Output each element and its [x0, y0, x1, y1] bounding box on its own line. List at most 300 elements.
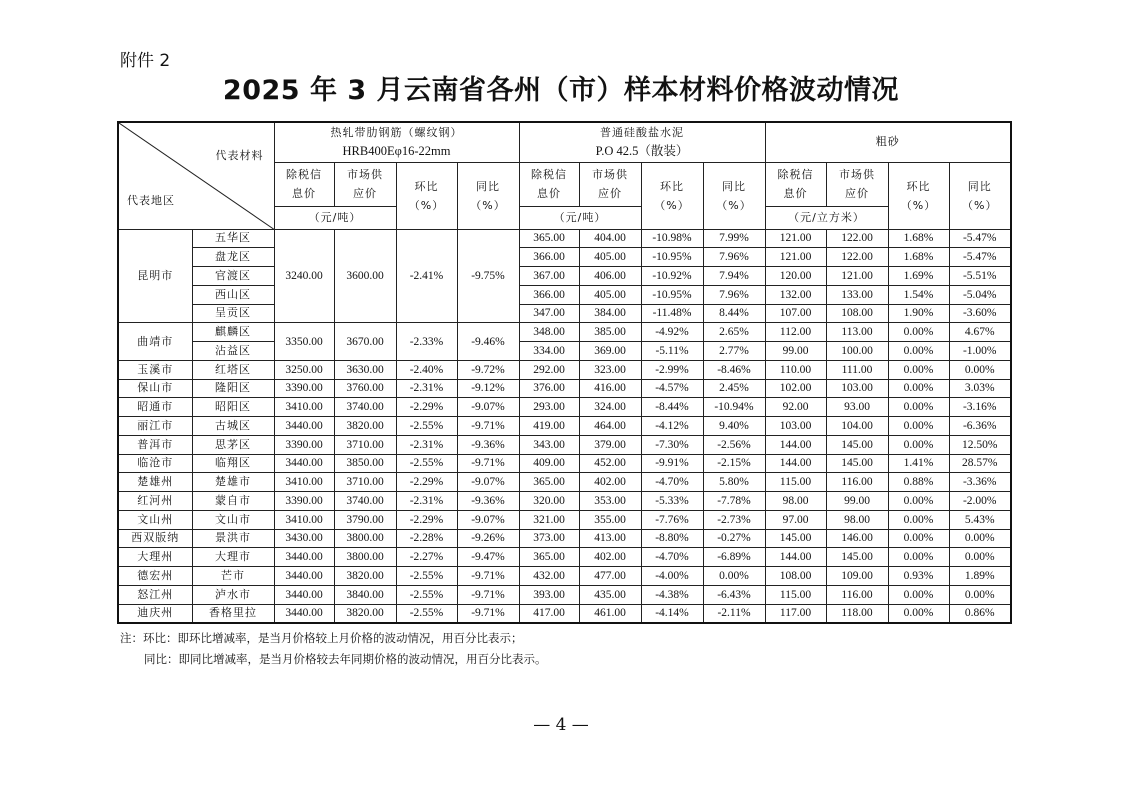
sand-value: -2.00% — [949, 492, 1011, 511]
steel-value: -2.28% — [396, 529, 457, 548]
sand-value: 115.00 — [765, 473, 826, 492]
sand-value: 121.00 — [826, 267, 888, 286]
district-cell: 沾益区 — [192, 342, 274, 361]
cement-value: 323.00 — [579, 360, 641, 379]
cement-value: 435.00 — [579, 585, 641, 604]
header-line: 除税信 — [531, 168, 567, 181]
sand-value: 0.00% — [949, 548, 1011, 567]
table-row — [118, 492, 1011, 511]
cement-value: 5.80% — [703, 473, 765, 492]
steel-value: 3820.00 — [334, 604, 396, 623]
table-row — [118, 267, 1011, 286]
cement-value: 347.00 — [519, 304, 579, 323]
cement-value: 413.00 — [579, 529, 641, 548]
cement-value: 385.00 — [579, 323, 641, 342]
cement-value: 406.00 — [579, 267, 641, 286]
sand-value: 118.00 — [826, 604, 888, 623]
steel-value: -9.07% — [457, 473, 519, 492]
cement-value: 464.00 — [579, 417, 641, 436]
cement-value: -2.56% — [703, 435, 765, 454]
steel-value: 3820.00 — [334, 567, 396, 586]
district-cell: 蒙自市 — [192, 492, 274, 511]
cement-value: -8.44% — [641, 398, 703, 417]
steel-value: -2.29% — [396, 510, 457, 529]
steel-value: -9.07% — [457, 398, 519, 417]
cement-value: -4.70% — [641, 473, 703, 492]
sand-value: 103.00 — [765, 417, 826, 436]
sand-value: 144.00 — [765, 454, 826, 473]
sand-value: 0.00% — [888, 510, 949, 529]
steel-value: 3430.00 — [274, 529, 334, 548]
district-cell: 文山市 — [192, 510, 274, 529]
cement-value: 373.00 — [519, 529, 579, 548]
steel-value: 3800.00 — [334, 548, 396, 567]
district-cell: 官渡区 — [192, 267, 274, 286]
cement-value: -5.11% — [641, 342, 703, 361]
sand-value: 0.86% — [949, 604, 1011, 623]
cement-value: 2.77% — [703, 342, 765, 361]
sand-value: 144.00 — [765, 435, 826, 454]
steel-value: 3790.00 — [334, 510, 396, 529]
header-corner — [118, 122, 274, 229]
cement-value: -11.48% — [641, 304, 703, 323]
district-cell: 大理市 — [192, 548, 274, 567]
sand-value: 0.00% — [949, 360, 1011, 379]
district-cell: 临翔区 — [192, 454, 274, 473]
header-line: 除税信 — [286, 168, 322, 181]
cement-value: 405.00 — [579, 248, 641, 267]
steel-value: 3800.00 — [334, 529, 396, 548]
cement-value: 461.00 — [579, 604, 641, 623]
steel-value: -9.12% — [457, 379, 519, 398]
sand-value: -5.47% — [949, 229, 1011, 248]
steel-value: -9.71% — [457, 417, 519, 436]
steel-value: -2.33% — [396, 323, 457, 361]
material-header-cement — [519, 122, 765, 162]
cement-value: 404.00 — [579, 229, 641, 248]
steel-value: 3710.00 — [334, 473, 396, 492]
price-tax-header — [274, 162, 334, 206]
sand-value: 108.00 — [826, 304, 888, 323]
sand-value: 0.00% — [888, 342, 949, 361]
city-cell: 文山州 — [118, 510, 192, 529]
table-row — [118, 529, 1011, 548]
sand-value: 0.00% — [888, 417, 949, 436]
steel-value: -2.41% — [396, 229, 457, 323]
cement-value: -4.92% — [641, 323, 703, 342]
sand-value: 121.00 — [765, 248, 826, 267]
cement-value: 293.00 — [519, 398, 579, 417]
material-header-steel — [274, 122, 519, 162]
sand-value: 133.00 — [826, 285, 888, 304]
table-row — [118, 454, 1011, 473]
district-cell: 盘龙区 — [192, 248, 274, 267]
district-cell: 隆阳区 — [192, 379, 274, 398]
sand-value: 0.00% — [888, 360, 949, 379]
material-header-sand — [765, 122, 1011, 162]
district-cell: 昭阳区 — [192, 398, 274, 417]
table-row — [118, 417, 1011, 436]
cement-value: 477.00 — [579, 567, 641, 586]
sand-value: 28.57% — [949, 454, 1011, 473]
sand-value: 99.00 — [765, 342, 826, 361]
note-yoy: 同比：即同比增减率，是当月价格较去年同期价格的波动情况，用百分比表示。 — [144, 652, 547, 666]
header-line: （%） — [716, 198, 752, 212]
steel-value: -2.27% — [396, 548, 457, 567]
sand-value: 115.00 — [765, 585, 826, 604]
steel-value: -2.31% — [396, 435, 457, 454]
cement-value: 402.00 — [579, 548, 641, 567]
district-cell: 古城区 — [192, 417, 274, 436]
sand-value: 108.00 — [765, 567, 826, 586]
note-mom: 注：环比：即环比增减率，是当月价格较上月价格的波动情况，用百分比表示； — [120, 631, 523, 645]
cement-value: 366.00 — [519, 248, 579, 267]
district-cell: 香格里拉 — [192, 604, 274, 623]
steel-value: -9.26% — [457, 529, 519, 548]
sand-value: 100.00 — [826, 342, 888, 361]
header-line: 息价 — [783, 187, 808, 200]
district-cell: 景洪市 — [192, 529, 274, 548]
steel-value: 3410.00 — [274, 510, 334, 529]
sand-value: 0.00% — [888, 492, 949, 511]
cement-value: 353.00 — [579, 492, 641, 511]
cement-value: -10.92% — [641, 267, 703, 286]
cement-value: 7.96% — [703, 285, 765, 304]
price-market-header — [579, 162, 641, 206]
cement-value: 365.00 — [519, 473, 579, 492]
cement-value: 324.00 — [579, 398, 641, 417]
header-line: （%） — [470, 198, 506, 212]
steel-value: 3250.00 — [274, 360, 334, 379]
steel-value: -2.55% — [396, 417, 457, 436]
sand-value: 122.00 — [826, 229, 888, 248]
cement-value: 365.00 — [519, 548, 579, 567]
district-cell: 麒麟区 — [192, 323, 274, 342]
sand-value: 0.00% — [888, 585, 949, 604]
district-cell: 红塔区 — [192, 360, 274, 379]
header-line: 应价 — [598, 187, 622, 200]
cement-value: -8.46% — [703, 360, 765, 379]
cement-value: -10.95% — [641, 248, 703, 267]
cement-value: -6.43% — [703, 585, 765, 604]
steel-value: -9.71% — [457, 604, 519, 623]
steel-value: 3440.00 — [274, 548, 334, 567]
table-row — [118, 342, 1011, 361]
table-row — [118, 567, 1011, 586]
steel-value: 3440.00 — [274, 585, 334, 604]
cement-value: 348.00 — [519, 323, 579, 342]
price-tax-header — [765, 162, 826, 206]
city-cell: 曲靖市 — [118, 323, 192, 361]
sand-value: 5.43% — [949, 510, 1011, 529]
sand-value: 122.00 — [826, 248, 888, 267]
yoy-header — [703, 162, 765, 229]
cement-value: 402.00 — [579, 473, 641, 492]
city-cell: 昆明市 — [118, 229, 192, 323]
unit-label: （元/立方米） — [765, 206, 888, 229]
cement-value: -10.94% — [703, 398, 765, 417]
steel-value: 3440.00 — [274, 604, 334, 623]
cement-value: -7.76% — [641, 510, 703, 529]
sand-value: 0.00% — [888, 604, 949, 623]
header-line: 环比 — [414, 179, 439, 193]
steel-value: -9.71% — [457, 454, 519, 473]
material-spec: HRB400Eφ16-22mm — [342, 144, 451, 159]
sand-value: 116.00 — [826, 473, 888, 492]
corner-diagonal — [119, 123, 274, 229]
material-name: 普通硅酸盐水泥 — [600, 126, 684, 140]
cement-value: -2.15% — [703, 454, 765, 473]
sand-value: 4.67% — [949, 323, 1011, 342]
cement-value: 379.00 — [579, 435, 641, 454]
cement-value: 416.00 — [579, 379, 641, 398]
cement-value: -5.33% — [641, 492, 703, 511]
cement-value: 376.00 — [519, 379, 579, 398]
steel-value: 3390.00 — [274, 379, 334, 398]
steel-value: 3820.00 — [334, 417, 396, 436]
table-row — [118, 360, 1011, 379]
header-line: （%） — [408, 198, 445, 212]
header-line: 应价 — [845, 187, 869, 200]
city-cell: 普洱市 — [118, 435, 192, 454]
mom-header — [888, 162, 949, 229]
steel-value: 3410.00 — [274, 473, 334, 492]
notes — [120, 628, 547, 670]
sand-value: 98.00 — [826, 510, 888, 529]
table-row — [118, 285, 1011, 304]
header-line: 息价 — [537, 187, 561, 200]
steel-value: 3740.00 — [334, 492, 396, 511]
price-market-header — [826, 162, 888, 206]
cement-value: -9.91% — [641, 454, 703, 473]
steel-value: -9.47% — [457, 548, 519, 567]
table-row — [118, 473, 1011, 492]
district-cell: 西山区 — [192, 285, 274, 304]
district-cell: 芒市 — [192, 567, 274, 586]
cement-value: 0.00% — [703, 567, 765, 586]
cement-value: 365.00 — [519, 229, 579, 248]
sand-value: 0.00% — [949, 529, 1011, 548]
table-row — [118, 510, 1011, 529]
sand-value: 144.00 — [765, 548, 826, 567]
mom-header — [641, 162, 703, 229]
table-row — [118, 548, 1011, 567]
mom-header — [396, 162, 457, 229]
sand-value: 104.00 — [826, 417, 888, 436]
header-line: 环比 — [660, 179, 684, 193]
header-line: 市场供 — [592, 168, 628, 181]
sand-value: 92.00 — [765, 398, 826, 417]
cement-value: 334.00 — [519, 342, 579, 361]
cement-value: 343.00 — [519, 435, 579, 454]
header-line: （%） — [654, 198, 690, 212]
district-cell: 泸水市 — [192, 585, 274, 604]
price-market-header — [334, 162, 396, 206]
cement-value: 367.00 — [519, 267, 579, 286]
sand-value: 111.00 — [826, 360, 888, 379]
sand-value: 99.00 — [826, 492, 888, 511]
cement-value: -2.73% — [703, 510, 765, 529]
cement-value: 2.45% — [703, 379, 765, 398]
sand-value: 102.00 — [765, 379, 826, 398]
sand-value: 1.68% — [888, 248, 949, 267]
city-cell: 昭通市 — [118, 398, 192, 417]
steel-value: -9.72% — [457, 360, 519, 379]
cement-value: -0.27% — [703, 529, 765, 548]
district-cell: 五华区 — [192, 229, 274, 248]
cement-value: -10.95% — [641, 285, 703, 304]
steel-value: -9.71% — [457, 567, 519, 586]
sand-value: 110.00 — [765, 360, 826, 379]
cement-value: -4.70% — [641, 548, 703, 567]
sand-value: 3.03% — [949, 379, 1011, 398]
city-cell: 西双版纳 — [118, 529, 192, 548]
cement-value: -8.80% — [641, 529, 703, 548]
cement-value: -4.57% — [641, 379, 703, 398]
steel-value: -9.71% — [457, 585, 519, 604]
cement-value: 393.00 — [519, 585, 579, 604]
steel-value: 3740.00 — [334, 398, 396, 417]
sand-value: -6.36% — [949, 417, 1011, 436]
sand-value: 116.00 — [826, 585, 888, 604]
steel-value: -2.29% — [396, 398, 457, 417]
steel-value: 3440.00 — [274, 417, 334, 436]
sand-value: -3.60% — [949, 304, 1011, 323]
cement-value: 7.94% — [703, 267, 765, 286]
sand-value: 0.00% — [888, 323, 949, 342]
sand-value: 113.00 — [826, 323, 888, 342]
unit-label: （元/吨） — [274, 206, 396, 229]
material-spec: P.O 42.5（散装） — [595, 144, 689, 159]
cement-value: 384.00 — [579, 304, 641, 323]
city-cell: 德宏州 — [118, 567, 192, 586]
sand-value: 0.00% — [888, 435, 949, 454]
table-row — [118, 248, 1011, 267]
sand-value: 145.00 — [826, 454, 888, 473]
cement-value: 7.96% — [703, 248, 765, 267]
material-name: 粗砂 — [875, 135, 900, 149]
sand-value: 121.00 — [765, 229, 826, 248]
city-cell: 保山市 — [118, 379, 192, 398]
header-line: 市场供 — [839, 168, 875, 181]
steel-value: -2.55% — [396, 567, 457, 586]
steel-value: 3760.00 — [334, 379, 396, 398]
city-cell: 丽江市 — [118, 417, 192, 436]
steel-value: 3840.00 — [334, 585, 396, 604]
page-number: — 4 — — [533, 715, 589, 735]
cement-value: 355.00 — [579, 510, 641, 529]
sand-value: 117.00 — [765, 604, 826, 623]
sand-value: 112.00 — [765, 323, 826, 342]
price-table — [117, 121, 1012, 624]
sand-value: 109.00 — [826, 567, 888, 586]
table-row — [118, 398, 1011, 417]
table-row — [118, 435, 1011, 454]
cement-value: 292.00 — [519, 360, 579, 379]
city-cell: 玉溪市 — [118, 360, 192, 379]
yoy-header — [457, 162, 519, 229]
steel-value: 3410.00 — [274, 398, 334, 417]
header-line: 同比 — [967, 179, 992, 193]
cement-value: 432.00 — [519, 567, 579, 586]
sand-value: -3.36% — [949, 473, 1011, 492]
table-row — [118, 229, 1011, 248]
sand-value: 0.00% — [949, 585, 1011, 604]
steel-value: -2.31% — [396, 379, 457, 398]
steel-value: 3710.00 — [334, 435, 396, 454]
city-cell: 怒江州 — [118, 585, 192, 604]
steel-value: 3600.00 — [334, 229, 396, 323]
steel-value: -9.36% — [457, 435, 519, 454]
sand-value: 103.00 — [826, 379, 888, 398]
header-line: 息价 — [292, 187, 316, 200]
cement-value: -4.38% — [641, 585, 703, 604]
sand-value: 145.00 — [826, 435, 888, 454]
steel-value: 3440.00 — [274, 567, 334, 586]
steel-value: -9.07% — [457, 510, 519, 529]
steel-value: -9.46% — [457, 323, 519, 361]
sand-value: -1.00% — [949, 342, 1011, 361]
cement-value: 419.00 — [519, 417, 579, 436]
cement-value: 7.99% — [703, 229, 765, 248]
sand-value: 97.00 — [765, 510, 826, 529]
cement-value: -6.89% — [703, 548, 765, 567]
sand-value: 0.93% — [888, 567, 949, 586]
cement-value: 369.00 — [579, 342, 641, 361]
header-line: 同比 — [722, 179, 746, 193]
steel-value: -2.55% — [396, 454, 457, 473]
sand-value: 1.68% — [888, 229, 949, 248]
steel-value: 3350.00 — [274, 323, 334, 361]
district-cell: 呈贡区 — [192, 304, 274, 323]
cement-value: -10.98% — [641, 229, 703, 248]
cement-value: 2.65% — [703, 323, 765, 342]
table-row — [118, 585, 1011, 604]
sand-value: -5.04% — [949, 285, 1011, 304]
steel-value: 3670.00 — [334, 323, 396, 361]
steel-value: -2.29% — [396, 473, 457, 492]
sand-value: -5.47% — [949, 248, 1011, 267]
table-row — [118, 604, 1011, 623]
sand-value: 0.00% — [888, 398, 949, 417]
sand-value: 146.00 — [826, 529, 888, 548]
table-row — [118, 304, 1011, 323]
steel-value: -2.55% — [396, 585, 457, 604]
cement-value: 417.00 — [519, 604, 579, 623]
district-cell: 楚雄市 — [192, 473, 274, 492]
sand-value: 1.89% — [949, 567, 1011, 586]
cement-value: 366.00 — [519, 285, 579, 304]
city-cell: 临沧市 — [118, 454, 192, 473]
sand-value: 0.00% — [888, 529, 949, 548]
attachment-label: 附件 2 — [120, 51, 171, 71]
sand-value: 1.90% — [888, 304, 949, 323]
cement-value: 321.00 — [519, 510, 579, 529]
sand-value: -5.51% — [949, 267, 1011, 286]
sand-value: 98.00 — [765, 492, 826, 511]
header-line: （%） — [962, 198, 998, 212]
cement-value: 9.40% — [703, 417, 765, 436]
steel-value: 3850.00 — [334, 454, 396, 473]
sand-value: 120.00 — [765, 267, 826, 286]
district-cell: 思茅区 — [192, 435, 274, 454]
sand-value: 0.00% — [888, 548, 949, 567]
sand-value: 132.00 — [765, 285, 826, 304]
sand-value: 1.69% — [888, 267, 949, 286]
steel-value: -9.75% — [457, 229, 519, 323]
unit-label: （元/吨） — [519, 206, 641, 229]
sand-value: 12.50% — [949, 435, 1011, 454]
